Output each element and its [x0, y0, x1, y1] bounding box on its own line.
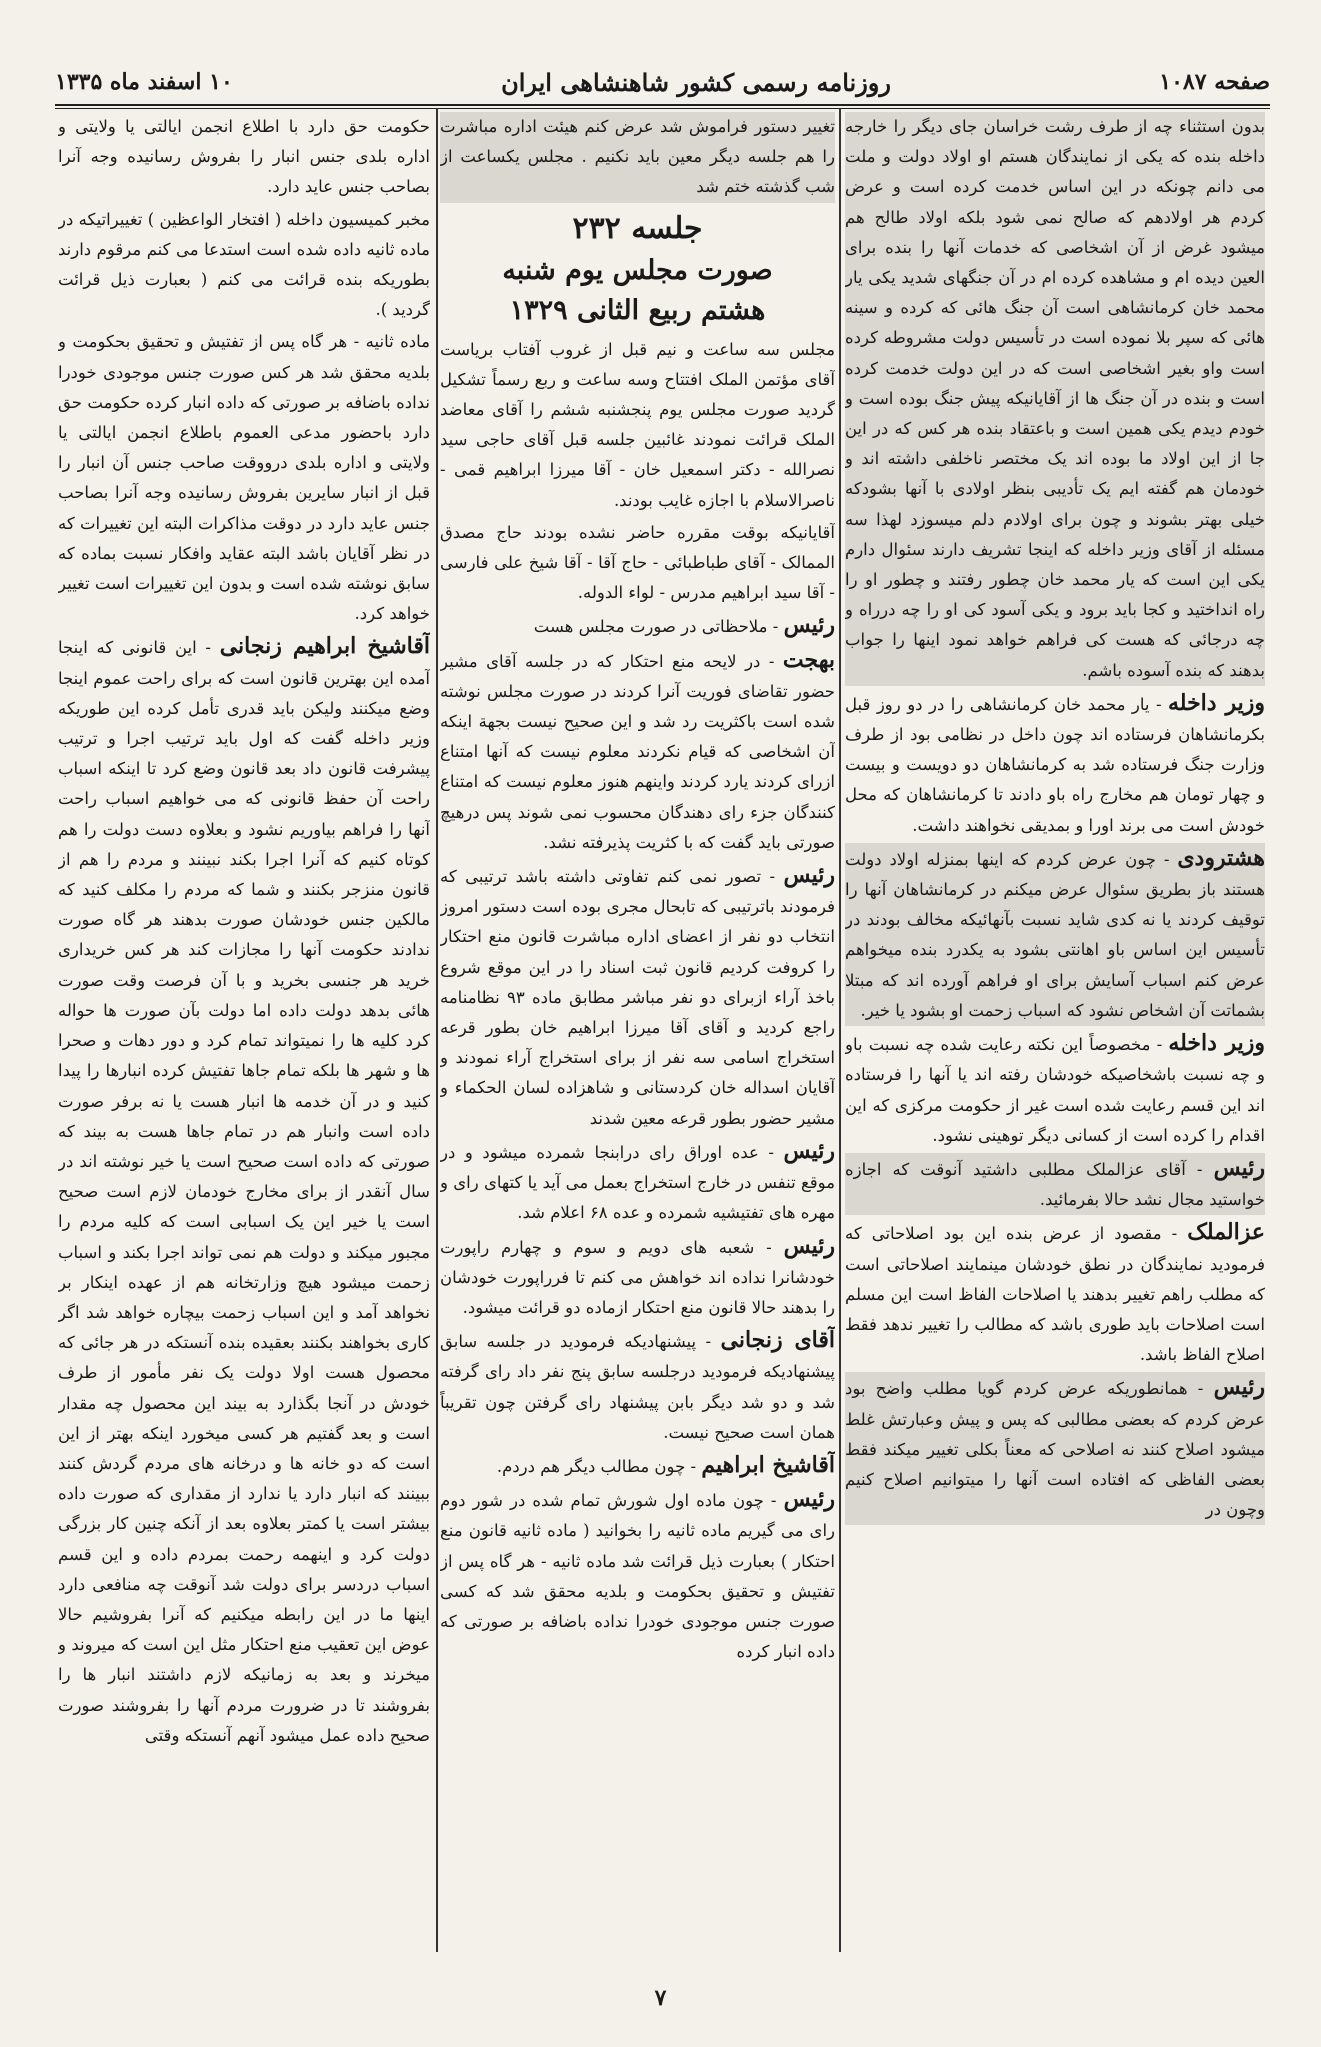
speaker-name: بهجت — [782, 646, 835, 673]
paragraph-text: مجلس سه ساعت و نیم قبل از غروب آفتاب بریاست آقای مؤتمن الملک افتتاح وسه ساعت و ربع رسماً تشکیل گردید صورت مجلس یوم پنجشنبه ششم را آقای معاضد الملک قرائت نمودند غائبین جلسه قبل آقای حاجی سید نصرالله - دکتر اسمعیل خان - آقا میرزا ابراهیم قمی - ناصرالاسلام با اجازه غایب بودند. — [440, 339, 835, 510]
page-number: ۷ — [654, 1985, 667, 2011]
paragraph-text: تغییر دستور فراموش شد عرض کنم هیئت اداره مباشرت را هم جلسه دیگر معین باید نکنیم . مجلس یکساعت از شب گذشته ختم شد — [440, 117, 835, 197]
session-heading — [440, 207, 835, 331]
text-paragraph — [58, 112, 430, 203]
speech-paragraph: رئیس - ملاحظاتی در صورت مجلس هست — [533, 612, 835, 639]
speech-paragraph: رئیس - چون ماده اول شورش تمام شده در شور دوم رای می گیریم ماده ثانیه را بخوانید ( ماده ثانیه قانون منع احتکار ) بعبارت ذیل قرائت شد ماده ثانیه - هر گاه پس از تفتیش و تحقیق بحکومت و بلدیه محقق شد که کسی صورت جنس موجودی خودرا نداده باضافه بر صورتی که داده انبار کرده — [440, 1486, 835, 1662]
session-heading-line2: هشتم ربیع الثانی ۱۳۲۹ — [509, 294, 766, 326]
speech-paragraph: رئیس - عده اوراق رای درابنجا شمرده میشود و در موقع تنفس در خارج استخراج بعمل می آید یا کتهای رای و مهره های تفتیشیه شمرده و عده ۶۸ اعلام شد. — [440, 1137, 835, 1223]
speaker-name: رئیس — [783, 1486, 835, 1513]
paragraph-text: چون مطالب دیگر هم دردم. — [496, 1456, 686, 1476]
speech-paragraph: آقاشیخ ابراهیم - چون مطالب دیگر هم دردم. — [496, 1451, 835, 1478]
text-paragraph — [58, 205, 430, 326]
speech-paragraph: آقای زنجانی - پیشنهادیکه فرمودید در جلسه سابق پیشنهادیکه فرمودید درجلسه سابق پنج نفر داد رای گرفته شد و دو شد دیگر بابن پیشنهاد رای گرفتن چون تقریباً همان است صحیح نیست. — [440, 1327, 835, 1442]
paragraph-text: چون عرض کردم که اینها بمنزله اولاد دولت هستند باز بطریق سئوال عرض میکنم در کرمانشاهان آنها را توقیف کردند یا نه کدی شاید نسبت بآنهائیکه مخالف بودند در تأسیس این اساس باو اهانتی بشود به یکدرد بنده میخواهم عرض کنم اسباب آسایش برای او فراهم آورده اند که مبتلا بشماتت آن اشخاص نشود که اسباب زحمت او بشود یا خیر. — [845, 849, 1265, 1020]
paragraph-text: یار محمد خان کرمانشاهی را در دو روز قبل بکرمانشاهان فرستاده اند چون داخل در نظامی بود از طرف وزارت جنگ فرستاده شد به کرمانشاهان دو دویست و بیست و چهار تومان هم مخارج راه باو دادند تا کرمانشاهان که محل خودش است می برند اورا و بمدیقی نخواهند داشت. — [845, 694, 1265, 835]
text-paragraph — [440, 518, 835, 609]
header-rule-thin — [55, 108, 1270, 109]
paragraph-text: بدون استثناء چه از طرف رشت خراسان جای دیگر را خارجه داخله بنده که یکی از نمایندگان هستم او اولاد دولت و ملت می دانم چونکه در این اساس خدمت کرده است و عرض کردم هر اولادهم که صالح نمی شود بلکه اولاد طالح هم میشود غرض از آن اشخاصی که خدمات آنها را بنده برای العین دیده ام و مشاهده کرده ام در آن جنگهای شدید یکی یار محمد خان کرمانشاهی است آن جنگ هائی که کرده و سینه هائی که سپر بلا نموده است در تأسیس دولت مشروطه کرده است واو بغیر اشخاصی است که در این دولت خدمت کرده است و بنده در آن جنگ ها از آقایانیکه پیش جنگ بوده است و خودم دیدم یکی همین است و باعتقاد بنده هر کس که در این جا از این اولاد ما بوده اند یک مختصر ناخلفی داشته اند و خودمان هم گفته ایم یک تأدیبی بنظر اولادی با آنها بشودکه خیلی بهتر بشوند و چون برای اولادم دلم میسوزد لهذا سه مسئله از آقای وزیر داخله که اینجا تشریف دارند سئوال دارم یکی این است که یار محمد خان چطور رفتند و چطور او را راه انداختید و کجا باید برود و یکی آسود کی او را چه درراه و چه درجائی که هست کی فراهم خواهد نمود اینها را جواب بدهند که بنده آسوده باشم. — [845, 117, 1265, 680]
speaker-name: رئیس — [783, 862, 835, 889]
speech-paragraph: رئیس - شعبه های دویم و سوم و چهارم راپورت خودشانرا نداده اند خواهش می کنم تا فرراپورت خودشان را بدهند حالا قانون منع احتکار ازماده دو قرائت میشود. — [440, 1232, 835, 1317]
speech-paragraph: هشترودی - چون عرض کردم که اینها بمنزله اولاد دولت هستند باز بطریق سئوال عرض میکنم در کرمانشاهان آنها را توقیف کردند یا نه کدی شاید نسبت بآنهائیکه مخالف بودند در تأسیس این اساس باو اهانتی بشود به یکدرد بنده میخواهم عرض کنم اسباب آسایش برای او فراهم آورده اند که مبتلا بشماتت آن اشخاص نشود که اسباب زحمت او بشود یا خیر. — [845, 843, 1265, 1026]
paragraph-text: همانطوریکه عرض کردم گویا مطلب واضح بود عرض کردم که بعضی مطالبی که پس و پیش وعبارتش غلط میشود اصلاح کنند نه اصلاحی که معناً بکلی تغییر میکند فقط بعضی الفاظی که افتاده است آنها را میتوانیم اصلاح کنیم وچون در — [845, 1379, 1265, 1520]
speaker-name: وزیر داخله — [1168, 689, 1265, 716]
column-divider — [436, 108, 438, 1952]
paragraph-text: پیشنهادیکه فرمودید در جلسه سابق پیشنهادیکه فرمودید درجلسه سابق پنج نفر داد رای گرفته شد و دو شد دیگر بابن پیشنهاد رای گرفتن چون تقریباً همان است صحیح نیست. — [440, 1332, 835, 1442]
speech-paragraph: عزالملک - مقصود از عرض بنده این بود اصلاحاتی که فرمودید نمایندگان در نطق خودشان مینمایند اصلاحاتی است که مطلب راهم تغییر بدهند یا اصلاحات الفاظ است این مسلم است اصلاحات باید طوری باشد که مطالب را تغییر ندهد فقط اصلاح الفاظ باشد. — [845, 1219, 1265, 1365]
paragraph-text: مخبر کمیسیون داخله ( افتخار الواعظین ) تغییراتیکه در ماده ثانیه داده شده است استدعا می کنم مرقوم دارند بطوریکه بنده قرائت می کنم ( بعبارت ذیل قرائت گردید ). — [58, 209, 430, 320]
text-paragraph — [440, 335, 835, 516]
speaker-name: رئیس — [783, 1232, 835, 1259]
speaker-name: عزالملک — [1187, 1219, 1265, 1246]
column-middle — [440, 112, 835, 1952]
speech-paragraph: وزیر داخله - مخصوصاً این نکته رعایت شده چه نسبت باو و چه نسبت باشخاصیکه خودشان رفته اند یا آنها را فرستاده اند این قسم رعایت شده است غیر از حکومت مرکزی که این اقدام را کرده است از کسانی دیگر توهینی نشود. — [845, 1030, 1265, 1145]
speaker-name: رئیس — [783, 612, 835, 639]
page-header — [55, 62, 1270, 102]
session-heading-num: جلسه ۲۳۲ — [572, 210, 703, 246]
paragraph-text: تصور نمی کنم تفاوتی داشته باشد ترتیبی که فرمودند باترتیبی که تابحال مجری بوده است دستور امروز انتخاب دو نفر از اعضای اداره مباشرت قانون منع احتکار را کروفت کردیم قانون ثبت اسناد را در این موقع شروع باخذ آراء ازبرای دو نفر مباشر مطابق ماده ۹۳ نظامنامه راجع کردید و آقای آقا میرزا ابراهیم خان بطور قرعه استخراج اسامی سه نفر از برای استخراج آراء نمودند و آقایان اسداله خان کردستانی و شاهزاده لسان الحکماء و مشیر حضور بطور قرعه معین شدند — [440, 867, 835, 1128]
speaker-name: آقای زنجانی — [720, 1327, 835, 1354]
page-label: صفحه ۱۰۸۷ — [1159, 69, 1270, 95]
newspaper-title: روزنامه رسمی کشور شاهنشاهی ایران — [501, 67, 891, 97]
speaker-name: آقاشیخ ابراهیم زنجانی — [219, 633, 430, 660]
speaker-name: هشترودی — [1177, 844, 1265, 871]
paragraph-text: ملاحظاتی در صورت مجلس هست — [533, 617, 768, 637]
text-paragraph — [440, 112, 835, 203]
speaker-name: وزیر داخله — [1168, 1030, 1265, 1057]
paragraph-text: عده اوراق رای درابنجا شمرده میشود و در موقع تنفس در خارج استخراج بعمل می آید یا کتهای رای و مهره های تفتیشیه شمرده و عده ۶۸ اعلام شد. — [440, 1142, 835, 1223]
text-paragraph — [58, 327, 430, 629]
paragraph-text: در لایحه منع احتکار که در جلسه آقای مشیر حضور تقاضای فوریت آنرا کردند در صورت مجلس نوشته شده است باکثریت رد شد و این صحیح نیست بجهة اینکه آن اشخاصی که قیام نکردند معلوم نیست که آنها امتناع ازرای کردند یارد کردند واینهم هنوز معلوم نیست که امتناع کنندگان جزء رای دهندگان محسوب نمی شوند پس درهیچ صورتی باید گفت که با کثریت پذیرفته نشد. — [440, 651, 835, 852]
paragraph-text: این قانونی که اینجا آمده این بهترین قانون است که برای راحت عموم اینجا وضع میکنند ولیکن باید قدری تأمل کرده این طوریکه وزیر داخله گفت که اول باید ترتیب اجرا و ترتیب پیشرفت قانون داد بعد قانون وضع کرد تا اینکه اسباب راحت آن حفظ قانونی که می خواهیم اسباب راحت آنها را فراهم بیاوریم نشود و بعلاوه دست دولت را هم کوتاه کنیم که آنرا اجرا بکند نبینند و مردم را هم از قانون منزجر بکنند و شما که مردم را مکلف کنید که مالکین جنس خودشان صورت بدهند هر گاه صورت ندادند حکومت آنها را مجازات کند هر کس خریداری خرید هر جنسی بخرید و با آن فرصت وقت صورت هائی بدهد دولت داده اما دولت بآن صورت ها حواله کرد کلیه ها را نمیتواند تمام کرد و دور دهات و صحرا ها و شهر ها بلکه تمام جاها تفتیش کرده انبارها را پیدا کنید و در آن خدمه ها انبار هست یا نه برفر صورت داده است وانبار هم در تمام جاها هست به بیند که صورتی که داده است صحیح است یا خیر نوشته اند در سال آنقدر از برای مخارج خودمان لازم است صحیح است یا خیر این یک اسبابی است که کلیه مردم را مجبور میکند و دولت هم نمی تواند اجرا بکند و اسباب زحمت میشود هیچ وزارتخانه هم از عهده اینکار بر نخواهد آمد و این اسباب زحمت بیچاره خواهد شد اگر کاری بخواهند بکنند بعقیده بنده آنستکه در هر جائی که محصول هست اولا دولت یک نفر مأمور از طرف خودش در آنجا بگذارد به بیند این محصول چه مقدار است و بعد گفتیم هر کسی میخورد اینکه بهتر از این است که دو خانه ها و درخانه های مردم گردش کنند ببینند که انبار دارد یا ندارد از مقداری که صورت داده بیشتر است یا کمتر بعلاوه بعد از آنکه چنین کار بزرگی دولت کرد و اینهمه رحمت بمردم داده و این قسم اسباب دردسر برای دولت شد آنوقت چه منافعی دارد اینها ما در این رابطه میکنیم که آنرا بفروشیم حالا عوض این تعقیب منع احتکار مثل این است که میروند و میخرند و بعد به زمانیکه لازم داشتند انبار ها را بفروشند تا در ضرورت مردم آنها را بفروشند صورت صحیح داده عمل میشود آنهم آنستکه وقتی — [58, 638, 430, 1745]
paragraph-text: آقای عزالملک مطلبی داشتید آنوقت که اجازه خواستید مجال نشد حالا بفرمائید. — [845, 1159, 1265, 1210]
issue-date: ۱۰ اسفند ماه ۱۳۳۵ — [55, 69, 233, 95]
paragraph-text: چون ماده اول شورش تمام شده در شور دوم رای می گیریم ماده ثانیه را بخوانید ( ماده ثانیه قانون منع احتکار ) بعبارت ذیل قرائت شد ماده ثانیه - هر گاه پس از تفتیش و تحقیق بحکومت و بلدیه محقق شد که کسی صورت جنس موجودی خودرا نداده باضافه بر صورتی که داده انبار کرده — [440, 1491, 835, 1662]
speaker-name: آقاشیخ ابراهیم — [701, 1451, 835, 1478]
speaker-name: رئیس — [1213, 1374, 1265, 1401]
speech-paragraph: رئیس - آقای عزالملک مطلبی داشتید آنوقت که اجازه خواستید مجال نشد حالا بفرمائید. — [845, 1153, 1265, 1215]
column-right — [845, 112, 1265, 1952]
paragraph-text: آقایانیکه بوقت مقرره حاضر نشده بودند حاج مصدق الممالک - آقای طباطبائی - حاج آقا - آقا شیخ علی فارسی - آقا سید ابراهیم مدرس - لواء الدوله. — [440, 522, 835, 603]
paragraph-text: مقصود از عرض بنده این بود اصلاحاتی که فرمودید نمایندگان در نطق خودشان مینمایند اصلاحاتی است که مطلب راهم تغییر بدهند یا اصلاحات الفاظ است این مسلم است اصلاحات باید طوری باشد که مطالب را تغییر ندهد فقط اصلاح الفاظ باشد. — [845, 1224, 1265, 1365]
paragraph-text: ماده ثانیه - هر گاه پس از تفتیش و تحقیق بحکومت و بلدیه محقق شد هر کس صورت جنس موجودی خودرا نداده باضافه بر صورتی که داده انبار کرده حکومت حق دارد باحضور مدعی العموم باطلاع انجمن ایالتی یا ولایتی و اداره بلدی درووقت صاحب جنس آن انبار را قبل از انبار سایرین بفروش رسانیده وجه آنرا بصاحب جنس عاید دارد در دوقت مذاکرات البته این تغییرات که در نظر آقایان باشد البته عقاید وافکار نسبت بماده که سابق نوشته شده است و بدون این تغییرات است تغییر خواهد کرد. — [58, 332, 430, 624]
speech-paragraph: رئیس - همانطوریکه عرض کردم گویا مطلب واضح بود عرض کردم که بعضی مطالبی که پس و پیش وعبارتش غلط میشود اصلاح کنند نه اصلاحی که معناً بکلی تغییر میکند فقط بعضی الفاظی که افتاده است آنها را میتوانیم اصلاح کنیم وچون در — [845, 1372, 1265, 1525]
session-heading-line1: صورت مجلس یوم شنبه — [502, 254, 773, 286]
speech-paragraph: وزیر داخله - یار محمد خان کرمانشاهی را در دو روز قبل بکرمانشاهان فرستاده اند چون داخل در نظامی بود از طرف وزارت جنگ فرستاده شد به کرمانشاهان دو دویست و بیست و چهار تومان هم مخارج راه باو دادند تا کرمانشاهان که محل خودش است می برند اورا و بمدیقی نخواهند داشت. — [845, 689, 1265, 835]
header-rule — [55, 104, 1270, 106]
speech-paragraph: آقاشیخ ابراهیم زنجانی - این قانونی که اینجا آمده این بهترین قانون است که برای راحت عموم اینجا وضع میکنند ولیکن باید قدری تأمل کرده این طوریکه وزیر داخله گفت که اول باید ترتیب اجرا و ترتیب پیشرفت قانون داد بعد قانون وضع کرد تا اینکه اسباب راحت آن حفظ قانونی که می خواهیم اسباب راحت آنها را فراهم بیاوریم نشود و بعلاوه دست دولت را هم کوتاه کنیم که آنرا اجرا بکند نبینند و مردم را هم از قانون منزجر بکنند و شما که مردم را مکلف کنید که مالکین جنس خودشان صورت بدهند هر گاه صورت ندادند حکومت آنها را مجازات کند هر کس خریداری خرید هر جنسی بخرید و با آن فرصت وقت صورت هائی بدهد دولت داده اما دولت بآن صورت ها حواله کرد کلیه ها را نمیتواند تمام کرد و دور دهات و صحرا ها و شهر ها بلکه تمام جاها تفتیش کرده انبارها را پیدا کنید و در آن خدمه ها انبار هست یا نه برفر صورت داده است وانبار هم در تمام جاها هست به بیند که صورتی که داده است صحیح است یا خیر نوشته اند در سال آنقدر از برای مخارج خودمان لازم است صحیح است یا خیر این یک اسبابی است که کلیه مردم را مجبور میکند و دولت هم نمی تواند اجرا بکند و اسباب زحمت میشود هیچ وزارتخانه هم از عهده اینکار بر نخواهد آمد و این اسباب زحمت بیچاره خواهد شد اگر کاری بخواهند بکنند بعقیده بنده آنستکه در هر جائی که محصول هست اولا دولت یک نفر مأمور از طرف خودش در آنجا بگذارد به بیند این محصول چه مقدار است و بعد گفتیم هر کسی میخورد اینکه بهتر از این است که دو خانه ها و درخانه های مردم گردش کنند ببینند که انبار دارد یا ندارد از مقداری که صورت داده بیشتر است یا کمتر بعلاوه بعد از آنکه چنین کار بزرگی دولت کرد و اینهمه رحمت بمردم داده و این قسم اسباب دردسر برای دولت شد آنوقت چه منافعی دارد اینها ما در این رابطه میکنیم که آنرا بفروشیم حالا عوض این تعقیب منع احتکار مثل این است که میروند و میخرند و بعد به زمانیکه لازم داشتند انبار ها را بفروشند تا در ضرورت مردم آنها را بفروشند صورت صحیح داده عمل میشود آنهم آنستکه وقتی — [58, 633, 430, 1745]
text-paragraph — [845, 112, 1265, 686]
speech-paragraph: رئیس - تصور نمی کنم تفاوتی داشته باشد ترتیبی که فرمودند باترتیبی که تابحال مجری بوده است دستور امروز انتخاب دو نفر از اعضای اداره مباشرت قانون منع احتکار را کروفت کردیم قانون ثبت اسناد را در این موقع شروع باخذ آراء ازبرای دو نفر مباشر مطابق ماده ۹۳ نظامنامه راجع کردید و آقای آقا میرزا ابراهیم خان بطور قرعه استخراج اسامی سه نفر از برای استخراج آراء نمودند و آقایان اسداله خان کردستانی و شاهزاده لسان الحکماء و مشیر حضور بطور قرعه معین شدند — [440, 862, 835, 1128]
column-divider — [839, 108, 841, 1952]
speech-paragraph: بهجت - در لایحه منع احتکار که در جلسه آقای مشیر حضور تقاضای فوریت آنرا کردند در صورت مجلس نوشته شده است باکثریت رد شد و این صحیح نیست بجهة اینکه آن اشخاصی که قیام نکردند معلوم نیست که آنها امتناع ازرای کردند یارد کردند واینهم هنوز معلوم نیست که امتناع کنندگان جزء رای دهندگان محسوب نمی شوند پس درهیچ صورتی باید گفت که با کثریت پذیرفته نشد. — [440, 646, 835, 852]
speaker-name: رئیس — [783, 1137, 835, 1164]
paragraph-text: حکومت حق دارد با اطلاع انجمن ایالتی یا ولایتی و اداره بلدی جنس انبار را بفروش رسانیده وجه آنرا بصاحب جنس عاید دارد. — [58, 117, 430, 197]
paragraph-text: شعبه های دویم و سوم و چهارم راپورت خودشانرا نداده اند خواهش می کنم تا فرراپورت خودشان را بدهند حالا قانون منع احتکار ازماده دو قرائت میشود. — [440, 1237, 835, 1317]
paragraph-text: مخصوصاً این نکته رعایت شده چه نسبت باو و چه نسبت باشخاصیکه خودشان رفته اند یا آنها را فرستاده اند این قسم رعایت شده است غیر از حکومت مرکزی که این اقدام را کرده است از کسانی دیگر توهینی نشود. — [845, 1035, 1265, 1145]
speaker-name: رئیس — [1213, 1154, 1265, 1181]
column-left — [58, 112, 430, 1952]
